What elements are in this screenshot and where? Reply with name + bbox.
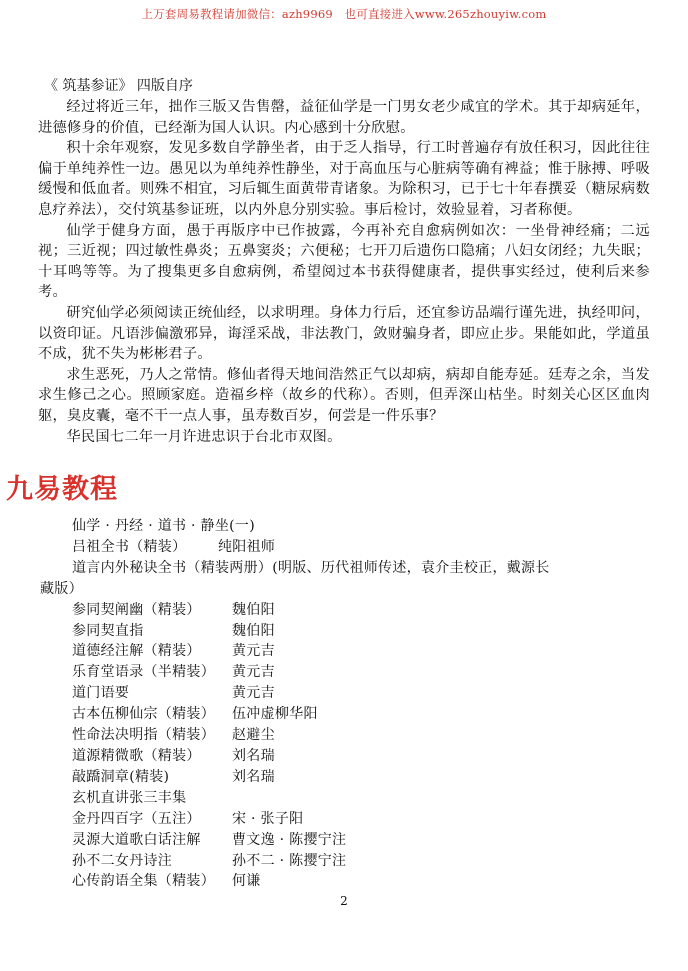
book-author: 何谦 (232, 873, 261, 890)
list-item (72, 683, 612, 704)
paragraph: 研究仙学必须阅读正统仙经，以求明理。身体力行后，还宜参访品端行谨先进，执经叩问，以资印证。凡语涉偏激邪异，诲淫采战，非法教门，敛财骗身者，即应止步。果能如此，学道虽不成，犹不失为彬彬君子。 (38, 304, 650, 363)
book-title-continued: 藏版） (40, 580, 83, 597)
book-author: 纯阳祖师 (218, 538, 276, 555)
list-item (72, 662, 612, 683)
book-title: 敲蹻洞章(精装) (72, 768, 170, 785)
paragraph: 积十余年观察，发见多数自学静坐者，由于乏人指导，行工时普遍存有放任积习，因此往往偏于单纯养性一边。愚见以为单纯养性静坐，对于高血压与心脏病等确有裨益；惟于脉搏、呼吸缓慢和低血者。则殊不相宜，习后辄生面黄带青诸象。为除积习，已于七十年春撰妥（糖尿病数息疗养法），交付筑基参证班，以内外息分别实验。事后检讨，效验显着，习者称便。 (38, 140, 650, 218)
list-item (72, 746, 612, 767)
book-title: 孙不二女丹诗注 (72, 852, 173, 869)
paragraph: 求生恶死，乃人之常情。修仙者得天地间浩然正气以却病，病却自能寿延。廷寿之余，当发求生修己之心。照顾家庭。造福乡梓（故乡的代称）。否则，但弄深山枯坐。时刻关心区区血肉躯，臭皮囊，毫不干一点人事，虽寿数百岁，何尝是一件乐事？ (38, 366, 650, 424)
book-title: 灵源大道歌白话注解 (72, 831, 201, 848)
book-list (40, 516, 612, 892)
list-item (72, 851, 612, 872)
book-title: 金丹四百字（五注） (72, 810, 201, 827)
list-heading: 仙学 · 丹经 · 道书 · 静坐(一) (72, 518, 255, 534)
book-title: 道源精微歌（精装） (72, 747, 201, 764)
list-item (72, 809, 612, 830)
book-title: 吕祖全书（精装） (72, 538, 187, 555)
book-author: 孙不二 · 陈撄宁注 (232, 852, 347, 869)
book-author: 伍冲虚柳华阳 (232, 706, 318, 723)
paragraph: 仙学于健身方面，愚于再版序中已作披露，今再补充自愈病例如次：一坐骨神经痛；二远视；三近视；四过敏性鼻炎；五鼻窦炎；六便秘；七开刀后遗伤口隐痛；八妇女闭经；九失眠；十耳鸣等等。为了搜集更多自愈病例，希望阅过本书获得健康者，提供事实经过，使利后来参考。 (38, 222, 650, 301)
book-author: 刘名瑞 (232, 768, 275, 785)
book-author: 刘名瑞 (232, 747, 275, 764)
closing-signature: 华民国七二年一月许进忠识于台北市双图。 (66, 428, 342, 445)
list-item (72, 788, 612, 809)
book-title: 玄机直讲张三丰集 (72, 789, 187, 806)
book-title: 乐育堂语录（半精装） (72, 664, 215, 681)
book-title: 道门语要 (72, 685, 130, 702)
book-author: 宋 · 张子阳 (232, 810, 304, 827)
list-item (72, 537, 612, 558)
book-title: 参同契阐幽（精装） (72, 601, 201, 618)
book-author: 赵避尘 (232, 727, 275, 744)
list-item (72, 621, 612, 642)
list-item (72, 600, 612, 621)
book-title: 心传韵语全集（精装） (72, 873, 215, 890)
list-item (72, 830, 612, 851)
book-title: 参同契直指 (72, 622, 144, 639)
list-item (72, 767, 612, 788)
book-author: 曹文逸 · 陈撄宁注 (232, 831, 347, 848)
preface-body (38, 76, 650, 447)
paragraph: 经过将近三年，拙作三版又告售罄，益征仙学是一门男女老少咸宜的学术。其于却病延年，进德修身的价值，已经渐为国人认识。内心感到十分欣慰。 (38, 99, 650, 136)
watermark-logo: 九易教程 (4, 467, 120, 506)
book-title: 性命法决明指（精装） (72, 727, 215, 744)
book-title: 道言内外秘诀全书（精装两册）(明版、历代祖师传述，袁介圭校正，戴源长 (72, 559, 550, 576)
page-number: 2 (340, 894, 348, 908)
top-banner: 上万套周易教程请加微信：azh9969 也可直接进入www.265zhouyiw.com (141, 7, 547, 21)
book-title: 道德经注解（精装） (72, 643, 201, 660)
list-item (40, 558, 612, 600)
list-item (72, 871, 612, 892)
book-author: 魏伯阳 (232, 601, 275, 618)
book-author: 黄元吉 (232, 664, 275, 681)
book-author: 黄元吉 (232, 643, 275, 660)
book-author: 黄元吉 (232, 685, 275, 702)
preface-title: 《 筑基参证》 四版自序 (44, 78, 193, 94)
list-item (72, 725, 612, 746)
list-item (72, 641, 612, 662)
list-item (72, 704, 612, 725)
book-author: 魏伯阳 (232, 622, 275, 639)
book-title: 古本伍柳仙宗（精装） (72, 706, 215, 723)
